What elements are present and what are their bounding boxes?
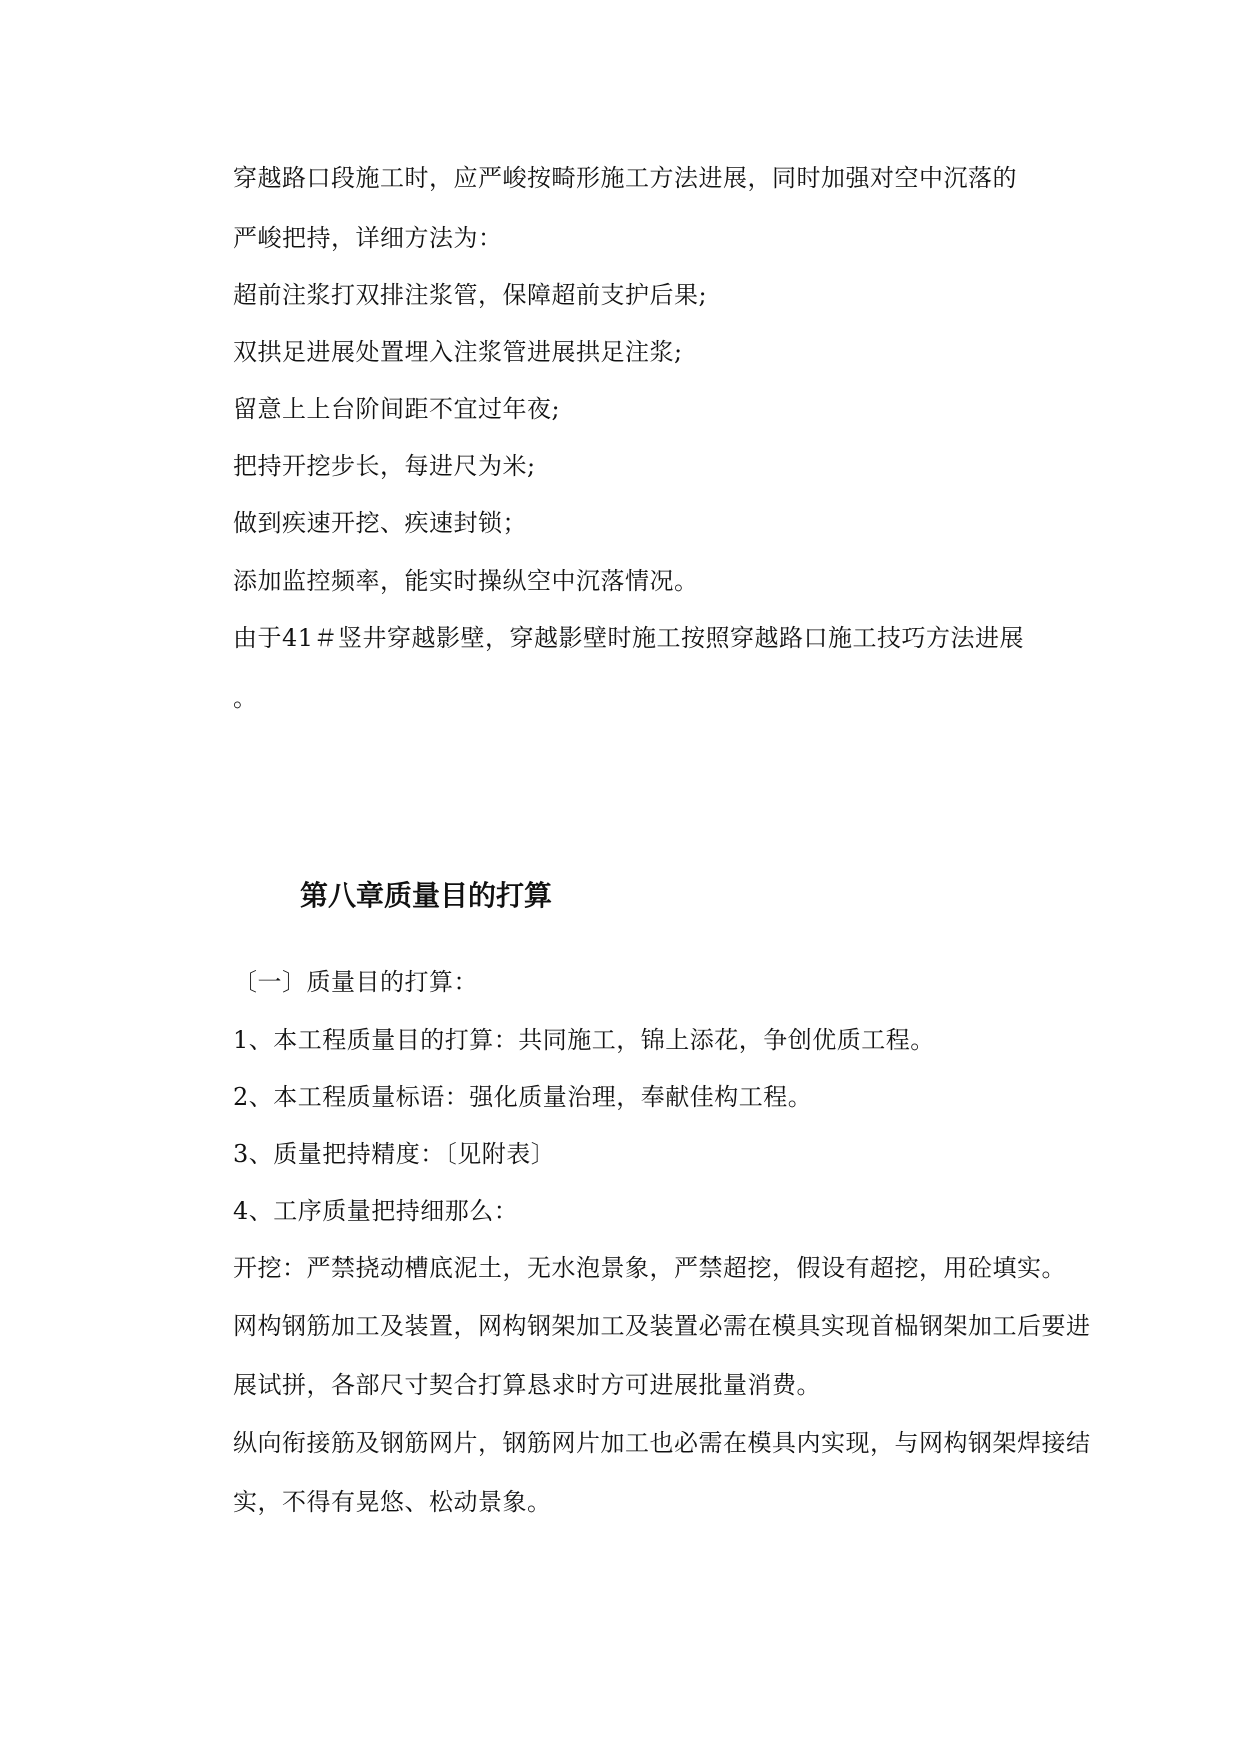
paragraph-line: 纵向衔接筋及钢筋网片，钢筋网片加工也必需在模具内实现，与网构钢架焊接结 — [233, 1429, 1091, 1457]
list-item: 超前注浆打双排注浆管，保障超前支护后果; — [233, 281, 708, 309]
list-item: 4、工序质量把持细那么： — [233, 1197, 519, 1225]
list-item: 2、本工程质量标语：强化质量治理，奉献佳构工程。 — [233, 1083, 813, 1111]
paragraph-line: 网构钢筋加工及装置，网构钢架加工及装置必需在模具实现首榀钢架加工后要进 — [233, 1312, 1091, 1340]
section-subtitle: 〔一〕质量目的打算： — [233, 968, 478, 996]
paragraph-line: 穿越路口段施工时，应严峻按畸形施工方法进展，同时加强对空中沉落的 — [233, 164, 1017, 192]
chapter-title: 第八章质量目的打算 — [300, 879, 553, 912]
list-item: 3、质量把持精度：〔见附表〕 — [233, 1140, 556, 1168]
list-item: 做到疾速开挖、疾速封锁； — [233, 509, 527, 537]
paragraph-line: 展试拼，各部尺寸契合打算恳求时方可进展批量消费。 — [233, 1371, 821, 1399]
list-item: 留意上上台阶间距不宜过年夜; — [233, 395, 561, 423]
paragraph-line: 由于41＃竖井穿越影壁，穿越影壁时施工按照穿越路口施工技巧方法进展 — [233, 624, 1025, 652]
list-item: 把持开挖步长，每进尺为米; — [233, 452, 536, 480]
paragraph-line: 严峻把持，详细方法为： — [233, 224, 503, 252]
list-item: 添加监控频率，能实时操纵空中沉落情况。 — [233, 567, 699, 595]
paragraph-line: 实，不得有晃悠、松动景象。 — [233, 1488, 552, 1516]
list-item: 1、本工程质量目的打算：共同施工，锦上添花，争创优质工程。 — [233, 1026, 935, 1054]
list-item: 双拱足进展处置埋入注浆管进展拱足注浆; — [233, 338, 683, 366]
paragraph-line: 开挖：严禁挠动槽底泥土，无水泡景象，严禁超挖，假设有超挖，用砼填实。 — [233, 1254, 1066, 1282]
paragraph-line: 。 — [233, 684, 258, 712]
